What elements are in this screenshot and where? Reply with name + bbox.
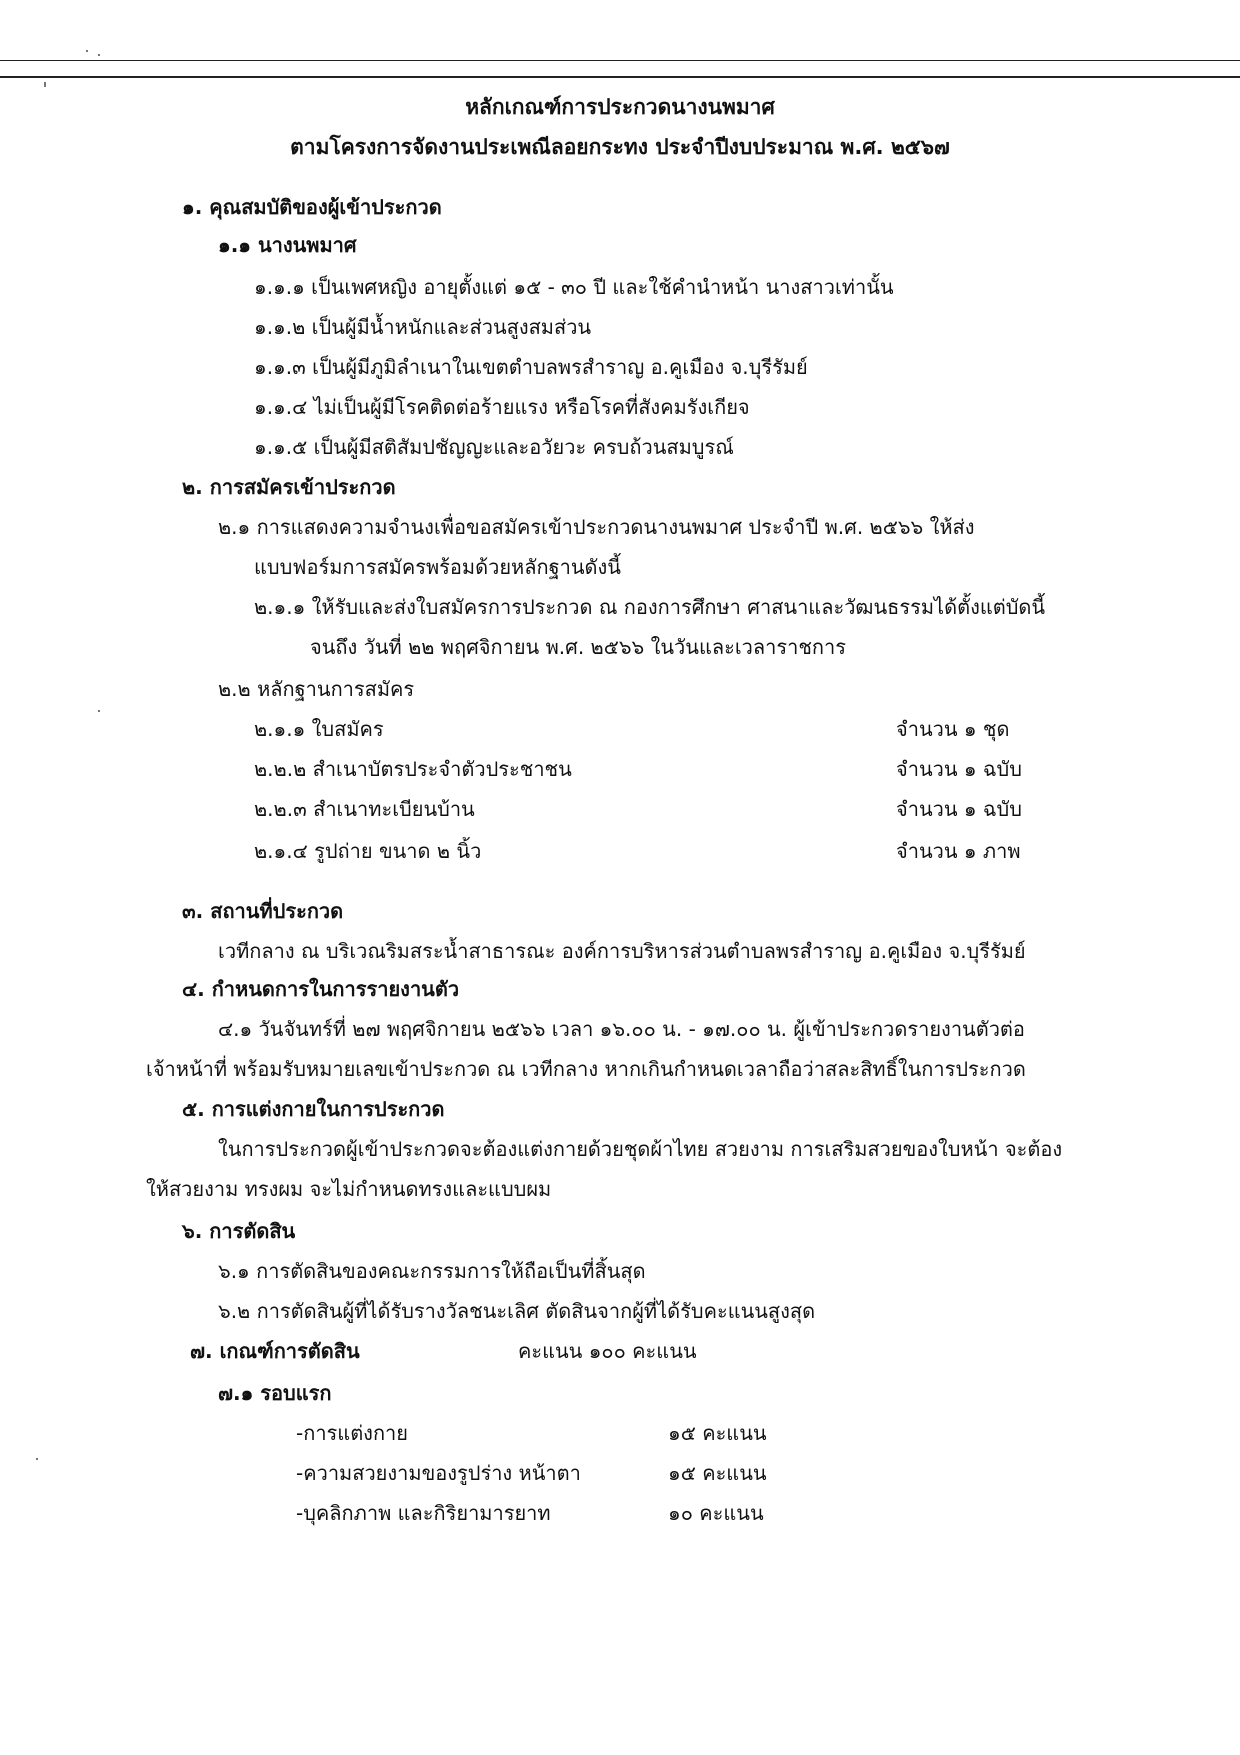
section-1-1-heading: ๑.๑ นางนพมาศ	[218, 233, 357, 257]
evidence-item-qty: จำนวน ๑ ฉบับ	[896, 797, 1022, 821]
scan-speck	[86, 50, 88, 52]
report-schedule-text-cont: เจ้าหน้าที่ พร้อมรับหมายเลขเข้าประกวด ณ เวทีกลาง หากเกินกำหนดเวลาถือว่าสละสิทธิ์ในการประกวด	[146, 1057, 1026, 1081]
evidence-item-qty: จำนวน ๑ ภาพ	[896, 839, 1021, 863]
evidence-item-label: ๒.๑.๔ รูปถ่าย ขนาด ๒ นิ้ว	[254, 839, 482, 863]
round-1-heading: ๗.๑ รอบแรก	[218, 1381, 332, 1405]
scan-speck	[44, 82, 46, 87]
top-rule-thick	[0, 76, 1240, 78]
judging-item: ๖.๒ การตัดสินผู้ที่ได้รับรางวัลชนะเลิศ ตัดสินจากผู้ที่ได้รับคะแนนสูงสุด	[218, 1299, 816, 1323]
venue-text: เวทีกลาง ณ บริเวณริมสระน้ำสาธารณะ องค์การบริหารส่วนตำบลพรสำราญ อ.คูเมือง จ.บุรีรัมย์	[218, 939, 1026, 963]
qualification-item: ๑.๑.๓ เป็นผู้มีภูมิลำเนาในเขตตำบลพรสำราญ อ.คูเมือง จ.บุรีรัมย์	[254, 355, 808, 379]
evidence-item-label: ๒.๒.๓ สำเนาทะเบียนบ้าน	[254, 797, 475, 821]
qualification-item: ๑.๑.๕ เป็นผู้มีสติสัมปชัญญะและอวัยวะ ครบถ้วนสมบูรณ์	[254, 435, 734, 459]
dress-code-text-cont: ให้สวยงาม ทรงผม จะไม่กำหนดทรงและแบบผม	[146, 1177, 552, 1201]
scan-speck	[36, 1458, 38, 1460]
dress-code-text: ในการประกวดผู้เข้าประกวดจะต้องแต่งกายด้วยชุดผ้าไทย สวยงาม การเสริมสวยของใบหน้า จะต้อง	[218, 1137, 1063, 1161]
criterion-label: -ความสวยงามของรูปร่าง หน้าตา	[296, 1461, 581, 1485]
criterion-score: ๑๐ คะแนน	[668, 1501, 764, 1525]
criterion-score: ๑๕ คะแนน	[668, 1461, 767, 1485]
application-paragraph-cont: แบบฟอร์มการสมัครพร้อมด้วยหลักฐานดังนี้	[254, 555, 621, 579]
evidence-item-label: ๒.๑.๑ ใบสมัคร	[254, 717, 384, 741]
application-sub-item-cont: จนถึง วันที่ ๒๒ พฤศจิกายน พ.ศ. ๒๕๖๖ ในวันและเวลาราชการ	[310, 635, 847, 659]
evidence-item-qty: จำนวน ๑ ฉบับ	[896, 757, 1022, 781]
judging-item: ๖.๑ การตัดสินของคณะกรรมการให้ถือเป็นที่สิ้นสุด	[218, 1259, 646, 1283]
section-2-heading: ๒. การสมัครเข้าประกวด	[182, 475, 396, 499]
qualification-item: ๑.๑.๑ เป็นเพศหญิง อายุตั้งแต่ ๑๕ - ๓๐ ปี และใช้คำนำหน้า นางสาวเท่านั้น	[254, 275, 894, 299]
section-3-heading: ๓. สถานที่ประกวด	[182, 899, 344, 923]
criterion-label: -บุคลิกภาพ และกิริยามารยาท	[296, 1501, 551, 1525]
section-5-heading: ๕. การแต่งกายในการประกวด	[182, 1097, 445, 1121]
section-4-heading: ๔. กำหนดการในการรายงานตัว	[182, 977, 460, 1001]
criterion-label: -การแต่งกาย	[296, 1421, 409, 1445]
qualification-item: ๑.๑.๔ ไม่เป็นผู้มีโรคติดต่อร้ายแรง หรือโรคที่สังคมรังเกียจ	[254, 395, 750, 419]
evidence-item-qty: จำนวน ๑ ชุด	[896, 717, 1010, 741]
document-subtitle: ตามโครงการจัดงานประเพณีลอยกระทง ประจำปีงบประมาณ พ.ศ. ๒๕๖๗	[290, 135, 950, 159]
document-title: หลักเกณฑ์การประกวดนางนพมาศ	[465, 95, 775, 119]
application-paragraph: ๒.๑ การแสดงความจำนงเพื่อขอสมัครเข้าประกวดนางนพมาศ ประจำปี พ.ศ. ๒๕๖๖ ให้ส่ง	[218, 515, 975, 539]
criterion-score: ๑๕ คะแนน	[668, 1421, 767, 1445]
scan-speck	[98, 710, 100, 712]
section-7-heading: ๗. เกณฑ์การตัดสิน	[190, 1339, 360, 1363]
section-6-heading: ๖. การตัดสิน	[182, 1219, 296, 1243]
scan-speck	[98, 54, 100, 56]
application-sub-item: ๒.๑.๑ ให้รับและส่งใบสมัครการประกวด ณ กองการศึกษา ศาสนาและวัฒนธรรมได้ตั้งแต่บัดนี้	[254, 595, 1046, 619]
section-1-heading: ๑. คุณสมบัติของผู้เข้าประกวด	[182, 195, 442, 219]
evidence-item-label: ๒.๒.๒ สำเนาบัตรประจำตัวประชาชน	[254, 757, 572, 781]
evidence-heading: ๒.๒ หลักฐานการสมัคร	[218, 677, 415, 701]
report-schedule-text: ๔.๑ วันจันทร์ที่ ๒๗ พฤศจิกายน ๒๕๖๖ เวลา ๑๖.๐๐ น. - ๑๗.๐๐ น. ผู้เข้าประกวดรายงานตัวต่อ	[218, 1017, 1025, 1041]
total-score: คะแนน ๑๐๐ คะแนน	[518, 1339, 697, 1363]
top-rule	[0, 60, 1240, 61]
qualification-item: ๑.๑.๒ เป็นผู้มีน้ำหนักและส่วนสูงสมส่วน	[254, 315, 592, 339]
